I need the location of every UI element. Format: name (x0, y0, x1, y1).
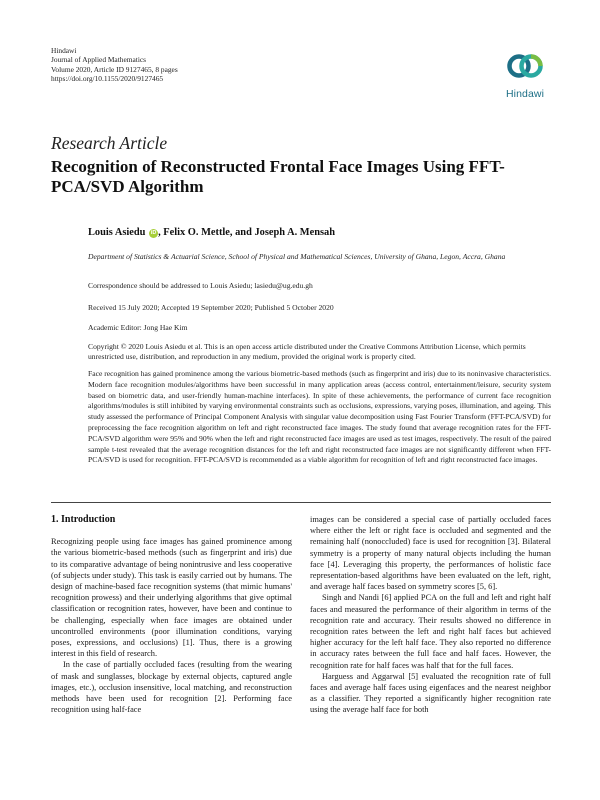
logo-wordmark: Hindawi (505, 88, 545, 100)
article-type: Research Article (51, 133, 168, 153)
body-paragraph: Harguess and Aggarwal [5] evaluated the recognition rate of full faces and average half faces using eigenfaces and the nearest neighbor as a classifier. They reported a significantly higher recognition rate using the average half face for both (310, 671, 551, 715)
article-title: Recognition of Reconstructed Frontal Face Images Using FFT-PCA/SVD Algorithm (51, 157, 505, 196)
other-authors: , Felix O. Mettle, and Joseph A. Mensah (158, 227, 336, 238)
publisher-name: Hindawi (51, 46, 77, 55)
section-divider (51, 502, 551, 503)
author-list (88, 227, 335, 238)
volume-info: Volume 2020, Article ID 9127465, 8 pages (51, 64, 178, 74)
body-paragraph: images can be considered a special case of partially occluded faces where either the left or right face is occluded and segmented and the remaining half (nonoccluded) face is used for recognition [3]. Bilateral symmetry is a property of many natural objects including the human face [4]. Leveraging this property, the performances of holistic face representation-based algorithms have been evaluated on the left, right, and average half faces based on symmetry scores [5, 6]. (310, 515, 551, 592)
journal-name: Journal of Applied Mathematics (51, 55, 147, 65)
hindawi-logo (499, 46, 551, 108)
section-heading: 1. Introduction (51, 514, 116, 525)
body-paragraph: In the case of partially occluded faces (resulting from the wearing of mask and sunglasses, blockage by external objects, captured angle images, etc.), occlusion insensitive, local matching, and reconstruction methods have been used for recognition [2]. Performing face recognition using half-face (51, 660, 292, 715)
affiliation: Department of Statistics & Actuarial Science, School of Physical and Mathematical Sciences, University of Ghana, Legon, Accra, Ghana (88, 252, 506, 261)
journal-header (51, 46, 178, 84)
doi-link[interactable]: https://doi.org/10.1155/2020/9127465 (51, 74, 164, 84)
first-author[interactable]: Louis Asiedu (88, 227, 146, 238)
academic-editor: Academic Editor: Jong Hae Kim (88, 323, 188, 332)
copyright-notice: Copyright © 2020 Louis Asiedu et al. This is an open access article distributed under the Creative Commons Attribution License, which permits unrestricted use, distribution, and reproduction in any medium, provided the original work is properly cited. (88, 342, 526, 361)
body-column-left (51, 514, 292, 715)
body-column-right (310, 514, 551, 716)
publication-dates: Received 15 July 2020; Accepted 19 September 2020; Published 5 October 2020 (88, 303, 334, 312)
abstract: Face recognition has gained prominence among the various biometric-based methods (such as fingerprint and iris) due to its noninvasive characteristics. Modern face recognition modules/algorithms have been successful in many application areas (access control, entertainment/leisure, security system based on biometric data, and user-friendly human-machine interfaces). In spite of these achievements, the performance of current face recognition algorithms/modules is still inhibited by varying environmental constraints such as occlusions, expressions, varying poses, illumination, and ageing. This study assessed the performance of Principal Component Analysis with singular value decomposition using Fast Fourier Transform (FFT-PCA/SVD) for preprocessing the face recognition algorithm on left and right reconstructed face images. The study found that average recognition rates for the FFT-PCA/SVD algorithm were 95% and 90% when the left and right reconstructed face images are used as test images, respectively. The result of the paired sample t-test revealed that the average recognition distances for the left and right reconstructed face images are not significantly different when FFT-PCA/SVD is used for recognition. FFT-PCA/SVD is recommended as a viable algorithm for recognition of left and right reconstructed face images. (88, 369, 551, 465)
body-paragraph: Recognizing people using face images has gained prominence among the various biometric-based methods (such as fingerprint and iris) due to its comparative advantage of being nonintrusive and less cooperative (of subjects under study). This task is easily carried out by humans. The design of machine-based face recognition systems (that mimic humans' recognition prowess) and their underlying algorithms that give optimal classification or recognition rates, however, have been and continue to be challenging, especially when face images are obtained under uncontrolled environments (poor illumination conditions, varying poses, expressions, and occlusions) [1]. Thus, there is a growing interest in this field of research. (51, 537, 292, 659)
hindawi-logo-icon (505, 46, 545, 86)
orcid-icon[interactable]: iD (150, 230, 157, 236)
correspondence: Correspondence should be addressed to Louis Asiedu; lasiedu@ug.edu.gh (88, 281, 313, 290)
body-paragraph: Singh and Nandi [6] applied PCA on the full and left and right half faces and measured the performance of their algorithm in terms of the recognition rate and accuracy. Their results showed no difference in recognition rates between the left and right half faces but achieved higher accuracy for the left half face. They also reported no difference in accuracy rates between the full face and half faces. However, the recognition rate for half faces was half that for the full faces. (310, 593, 551, 670)
